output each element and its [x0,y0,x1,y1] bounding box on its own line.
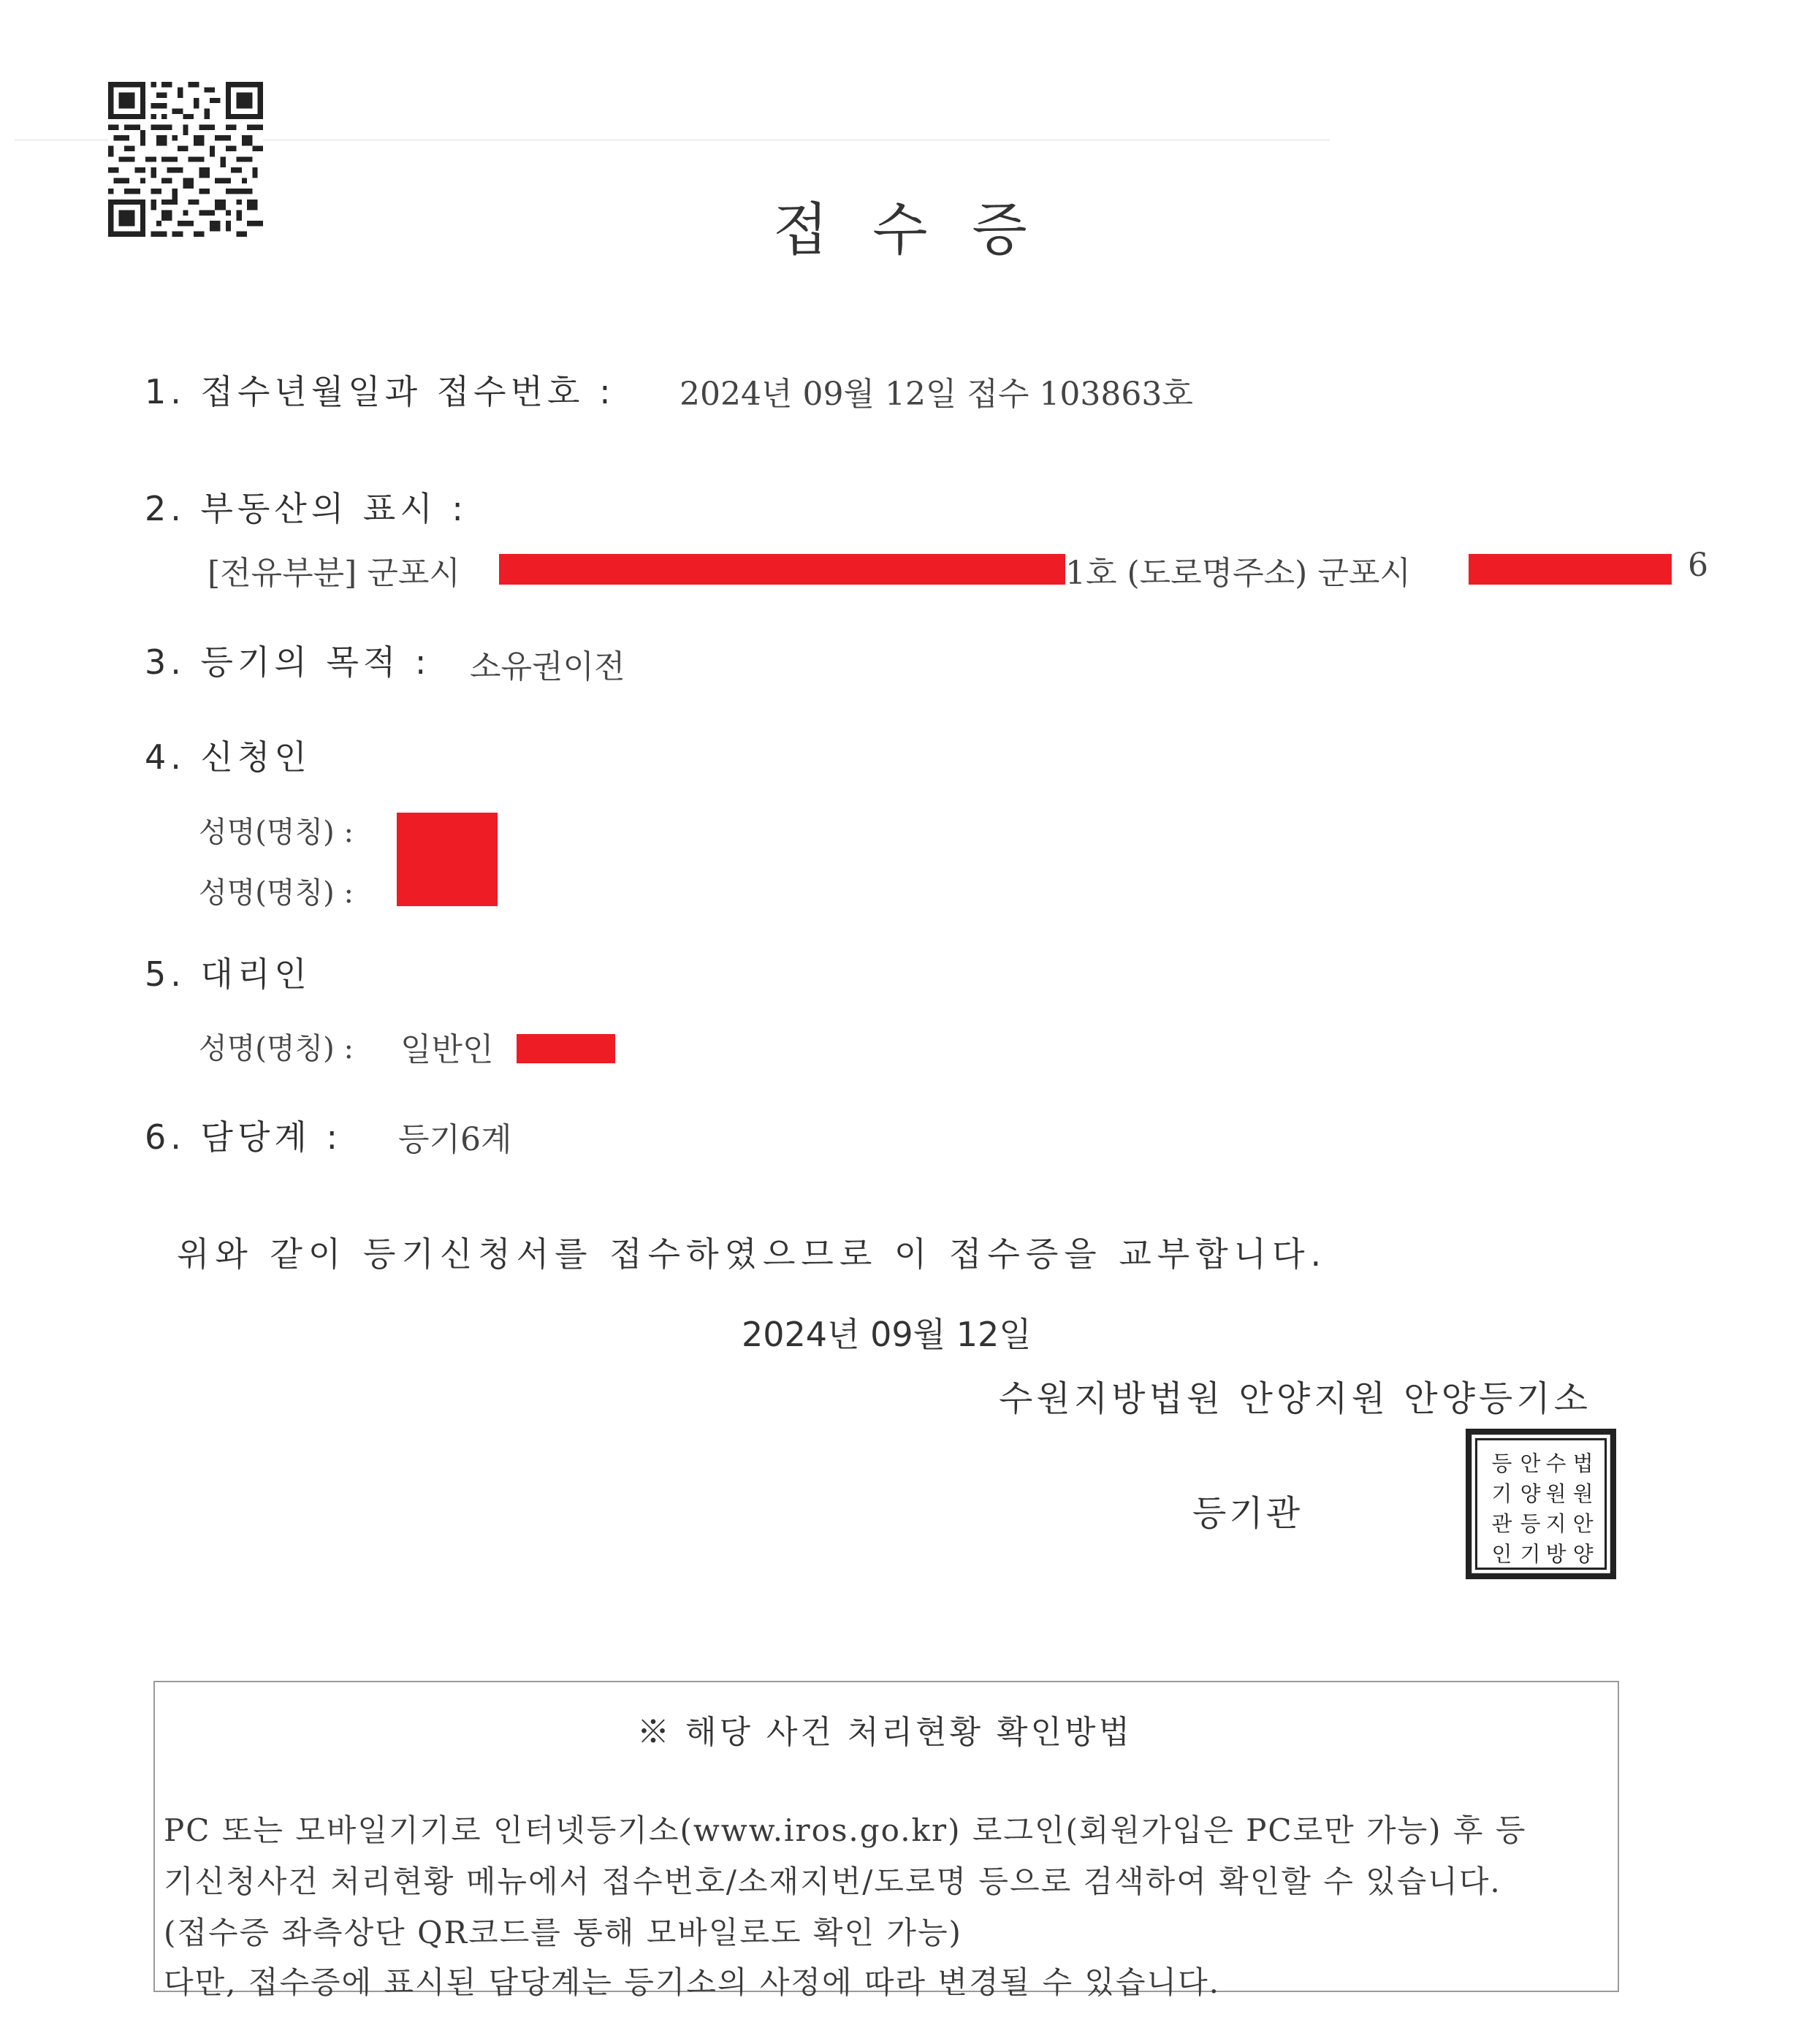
document-title: 접 수 증 [773,197,1040,263]
svg-text:기: 기 [1520,1541,1541,1567]
property-prefix: [전유부분] 군포시 [208,555,460,592]
item4-label: 4. 신청인 [145,737,311,777]
svg-text:등: 등 [1520,1511,1541,1537]
receipt-number: 2024년 09월 12일 접수 103863호 [680,376,1193,413]
registration-purpose: 소유권이전 [470,648,625,685]
item6-label: 6. 담당계 : [145,1117,342,1157]
redacted-road-address [1469,554,1672,585]
notice-line: (접수증 좌측상단 QR코드를 통해 모바일로도 확인 가능) [164,1915,962,1950]
agent-name-label: 성명(명칭) : [199,1032,354,1065]
item5-label: 5. 대리인 [145,954,311,994]
qr-code-icon[interactable] [108,82,263,237]
svg-text:양: 양 [1520,1481,1541,1506]
property-middle: 1호 (도로명주소) 군포시 [1065,555,1411,592]
notice-line: PC 또는 모바일기기로 인터넷등기소(www.iros.go.kr) 로그인(회원가입은 PC로만 가능) 후 등 [164,1812,1527,1848]
applicant-name-label: 성명(명칭) : [199,876,354,910]
svg-text:방: 방 [1545,1541,1567,1567]
item1-label: 1. 접수년월일과 접수번호 : [145,372,615,411]
property-suffix: 6 [1688,547,1708,584]
notice-box [153,1681,1619,2000]
svg-text:등: 등 [1491,1451,1512,1476]
agent-type: 일반인 [400,1031,494,1068]
notice-title: ※ 해당 사건 처리현황 확인방법 [637,1714,1132,1751]
svg-text:인: 인 [1491,1541,1512,1567]
svg-text:기: 기 [1491,1481,1512,1506]
svg-text:수: 수 [1545,1451,1567,1476]
redacted-applicants [397,813,498,906]
svg-text:지: 지 [1545,1511,1567,1537]
issue-date: 2024년 09월 12일 [742,1315,1032,1354]
svg-text:양: 양 [1572,1541,1594,1567]
issuance-statement: 위와 같이 등기신청서를 접수하였으므로 이 접수증을 교부합니다. [177,1234,1328,1274]
svg-text:안: 안 [1572,1511,1594,1537]
svg-text:관: 관 [1491,1511,1512,1537]
redacted-agent [517,1034,615,1063]
svg-text:안: 안 [1520,1451,1541,1476]
notice-line: 다만, 접수증에 표시된 담당계는 등기소의 사정에 따라 변경될 수 있습니다. [164,1964,1221,2000]
official-seal-icon [1466,1429,1616,1579]
svg-text:원: 원 [1545,1481,1567,1506]
svg-text:법: 법 [1572,1451,1594,1476]
redacted-address [499,554,1065,585]
item2-label: 2. 부동산의 표시 : [145,489,468,528]
registrar-title: 등기관 [1192,1493,1303,1534]
notice-line: 기신청사건 처리현황 메뉴에서 접수번호/소재지번/도로명 등으로 검색하여 확인할 수 있습니다. [164,1863,1501,1899]
responsible-section: 등기6계 [398,1121,512,1158]
item3-label: 3. 등기의 목적 : [145,642,431,682]
svg-text:원: 원 [1572,1481,1594,1506]
registry-office: 수원지방법원 안양지원 안양등기소 [999,1378,1592,1419]
applicant-name-label: 성명(명칭) : [199,816,354,849]
